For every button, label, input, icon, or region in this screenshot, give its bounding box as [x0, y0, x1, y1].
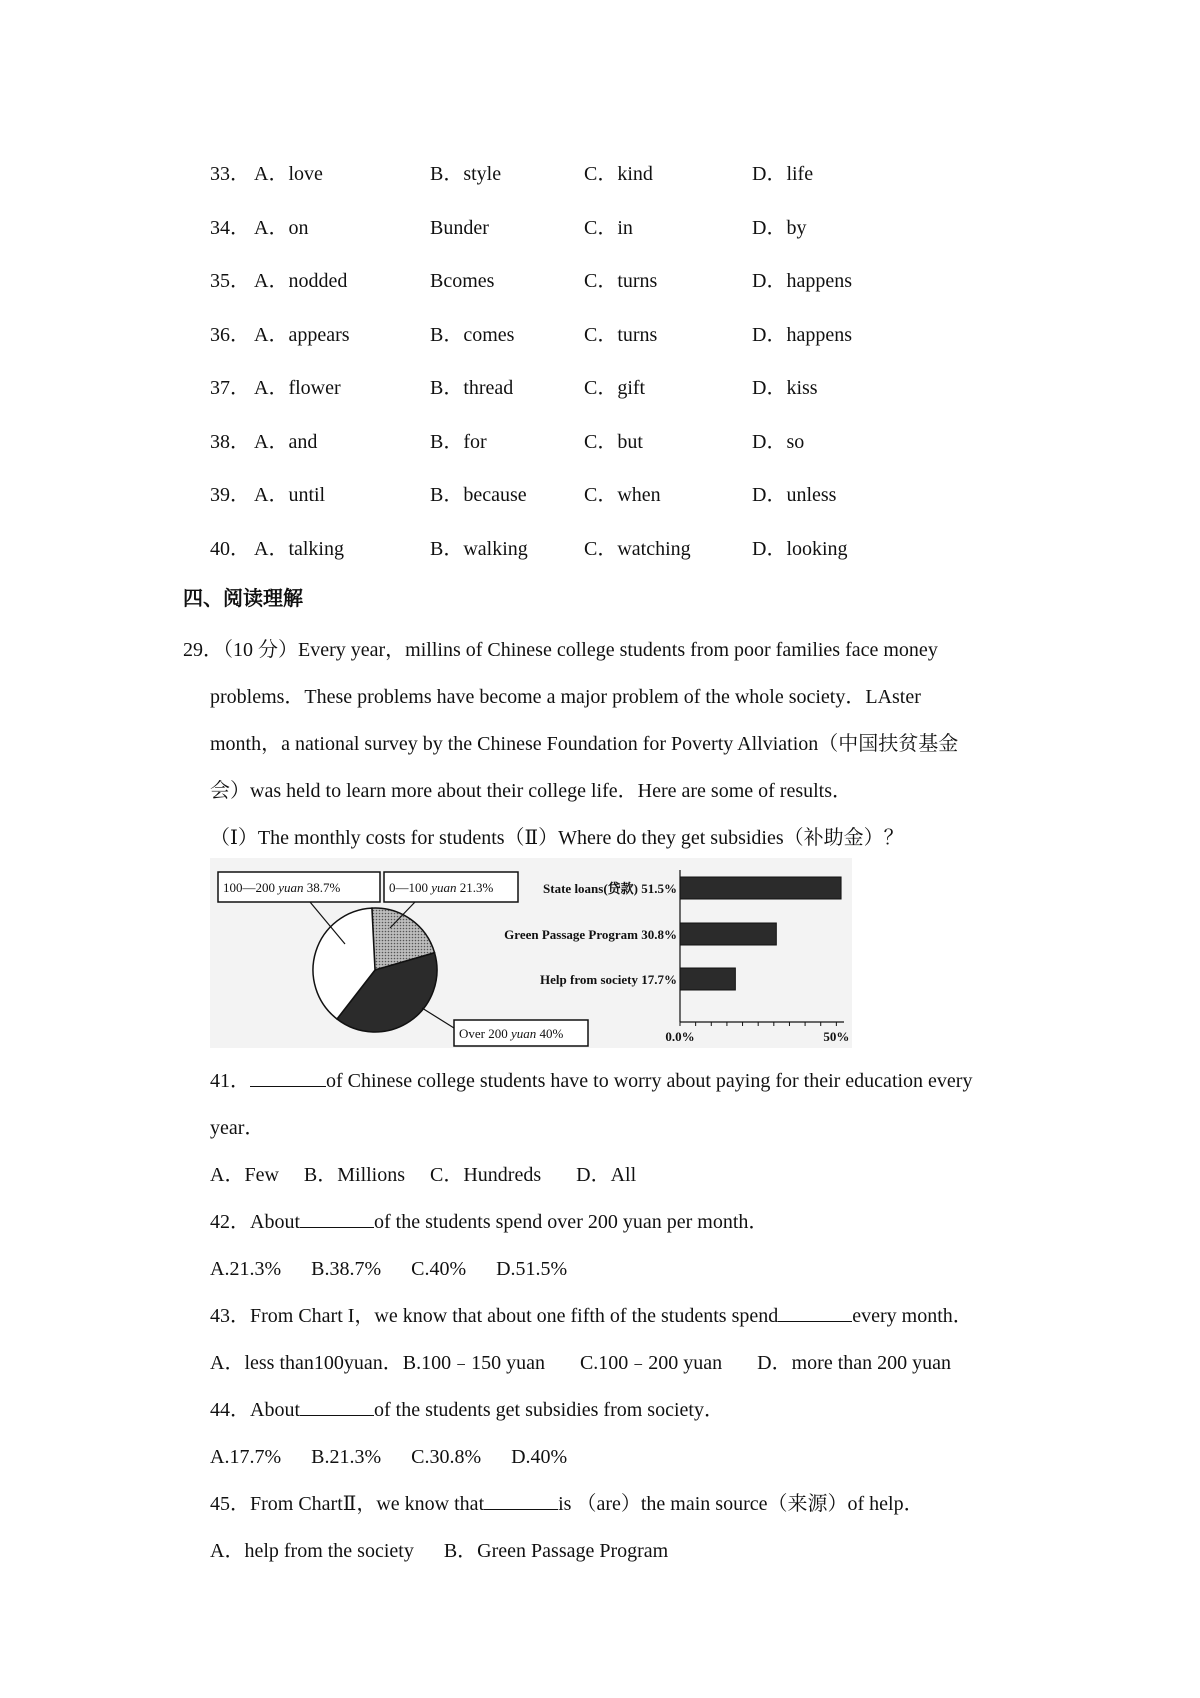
passage-line: 会）was held to learn more about their college life．Here are some of results．	[210, 780, 853, 802]
slice-range: Over 200	[459, 1026, 511, 1041]
slice-unit: yuan	[278, 880, 307, 895]
question-text: every month．	[852, 1305, 973, 1327]
option-d: D．by	[752, 216, 807, 239]
question-44	[210, 1387, 1022, 1434]
chart-titles: （Ⅰ）The monthly costs for students（Ⅱ）Where do they get subsidies（补助金）？	[210, 827, 904, 849]
question-text: 43．From Chart I，we know that about one fifth of the students spend	[210, 1305, 779, 1327]
option-a: A．appears	[254, 323, 350, 346]
question-number: 35．	[210, 270, 250, 292]
option-b: Bcomes	[430, 270, 495, 292]
question-42-options: A.21.3% B.38.7% C.40% D.51.5%	[210, 1258, 568, 1280]
question-text: 42．About	[210, 1211, 300, 1233]
pie-slice-label	[223, 880, 341, 895]
option-a: A．talking	[254, 537, 344, 560]
bar-category-label	[540, 972, 677, 987]
slice-unit: yuan	[431, 880, 460, 895]
bar	[680, 968, 735, 990]
question-42	[210, 1199, 1022, 1246]
question-number: 37．	[210, 377, 250, 399]
section-heading: 四、阅读理解	[183, 586, 303, 610]
question-43-options: A．less than100yuan．B.100﹣150 yuan C.100﹣200 yuan D．more than 200 yuan	[210, 1352, 952, 1374]
option-b: B．style	[430, 163, 502, 185]
bar-value-label: 17.7%	[641, 972, 677, 987]
passage-line: problems．These problems have become a major problem of the whole society．LAster	[210, 686, 921, 708]
question-41-cont: year．	[210, 1117, 265, 1139]
option-c: C．in	[584, 216, 633, 239]
answer-blank	[300, 1397, 374, 1416]
pie-slice-label	[389, 880, 494, 895]
bar-value-label: 30.8%	[641, 927, 677, 942]
question-text: of Chinese college students have to worry about paying for their education every	[326, 1070, 973, 1092]
answer-blank	[250, 1068, 326, 1087]
pie-slice-label	[459, 1026, 564, 1041]
option-c: C．turns	[584, 323, 658, 346]
option-d: D．happens	[752, 323, 852, 346]
option-c: C．but	[584, 430, 643, 453]
option-c: C．watching	[584, 537, 691, 560]
option-b: Bunder	[430, 216, 489, 239]
charts-svg	[210, 858, 852, 1048]
option-d: D．happens	[752, 270, 852, 292]
slice-range: 100—200	[223, 880, 279, 895]
bar-category: Help from society	[540, 972, 642, 987]
question-text: of the students spend over 200 yuan per month．	[374, 1211, 769, 1233]
option-d: D．life	[752, 163, 814, 185]
option-a: A．nodded	[254, 270, 348, 292]
option-a: A．until	[254, 484, 326, 506]
option-b: B．comes	[430, 323, 515, 346]
question-number: 34．	[210, 216, 250, 239]
option-b: B．because	[430, 484, 527, 506]
question-number: 33．	[210, 163, 250, 185]
question-41	[210, 1058, 1022, 1105]
question-number: 40．	[210, 537, 250, 560]
bar-category-label	[543, 881, 677, 896]
passage-line: 29．（10 分）Every year，millins of Chinese college students from poor families face money	[183, 639, 938, 661]
x-tick-label: 0.0%	[665, 1029, 695, 1044]
option-d: D．unless	[752, 484, 837, 506]
question-44-options: A.17.7% B.21.3% C.30.8% D.40%	[210, 1446, 568, 1468]
question-text: 44．About	[210, 1399, 300, 1421]
option-b: B．walking	[430, 537, 528, 560]
option-a: A．love	[254, 163, 323, 185]
bar	[680, 923, 776, 945]
option-b: B．for	[430, 430, 487, 453]
option-c: C．when	[584, 484, 661, 506]
x-tick-label: 50%	[823, 1029, 850, 1044]
question-41-options: A．Few B．Millions C．Hundreds D．All	[210, 1164, 637, 1186]
question-number: 39．	[210, 484, 250, 506]
passage-line: month，a national survey by the Chinese Foundation for Poverty Allviation（中国扶贫基金	[210, 733, 959, 755]
question-text: of the students get subsidies from society．	[374, 1399, 724, 1421]
option-d: D．looking	[752, 537, 848, 560]
bar-category: State loans(贷款)	[543, 881, 642, 896]
bar-category: Green Passage Program	[504, 927, 642, 942]
question-text: is （are）the main source（来源）of help．	[558, 1493, 924, 1515]
slice-pct: 21.3%	[459, 880, 494, 895]
answer-blank	[778, 1303, 852, 1322]
option-c: C．gift	[584, 377, 646, 399]
option-d: D．kiss	[752, 377, 818, 399]
question-text: 45．From ChartⅡ，we know that	[210, 1493, 485, 1515]
slice-pct: 40%	[539, 1026, 564, 1041]
question-45	[210, 1481, 1022, 1528]
option-c: C．kind	[584, 163, 653, 185]
question-number: 38．	[210, 430, 250, 453]
question-45-options: A．help from the society B．Green Passage Program	[210, 1540, 669, 1562]
slice-range: 0—100	[389, 880, 432, 895]
answer-blank	[484, 1491, 558, 1510]
slice-unit: yuan	[511, 1026, 540, 1041]
option-c: C．turns	[584, 270, 658, 292]
option-a: A．on	[254, 216, 309, 239]
bar	[680, 877, 841, 899]
option-a: A．and	[254, 430, 318, 453]
slice-pct: 38.7%	[306, 880, 341, 895]
question-number: 36．	[210, 323, 250, 346]
option-d: D．so	[752, 430, 805, 453]
charts-figure	[210, 858, 852, 1048]
option-a: A．flower	[254, 377, 341, 399]
answer-blank	[300, 1209, 374, 1228]
question-text: 41．	[210, 1070, 250, 1092]
bar-value-label: 51.5%	[641, 881, 677, 896]
bar-category-label	[504, 927, 677, 942]
option-b: B．thread	[430, 377, 514, 399]
question-43	[210, 1293, 1022, 1340]
